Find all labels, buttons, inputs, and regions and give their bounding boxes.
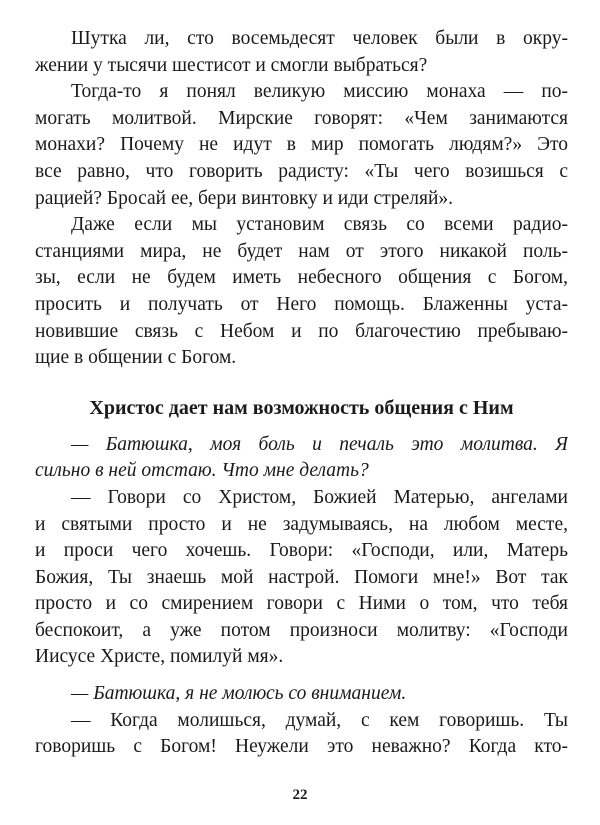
text-line: могать молитвой. Мирские говорят: «Чем занимаются xyxy=(35,107,568,129)
page-body xyxy=(35,26,568,761)
section-heading: Христос дает нам возможность общения с Ним xyxy=(89,396,514,419)
text-line: монахи? Почему не идут в мир помогать людям?» Это xyxy=(35,134,568,156)
text-line: — Батюшка, я не молюсь со вниманием. xyxy=(71,683,407,705)
text-line: беспокоит, а уже потом произноси молитву: «Господи xyxy=(35,619,568,641)
text-line: Божия, Ты знаешь мой настрой. Помоги мне!» Вот так xyxy=(35,566,568,588)
text-line: — Говори со Христом, Божией Матерью, ангелами xyxy=(71,486,568,508)
dialogue-question xyxy=(35,432,568,485)
text-line: просить и получать от Него помощь. Блаженны уста- xyxy=(35,293,568,315)
dialogue-question xyxy=(35,681,568,708)
text-line: и проси чего хочешь. Говори: «Господи, или, Матерь xyxy=(35,540,568,562)
paragraph xyxy=(35,26,568,79)
paragraph xyxy=(35,212,568,372)
text-line: Шутка ли, сто восемьдесят человек были в окру- xyxy=(71,28,568,49)
dialogue-answer xyxy=(35,708,568,761)
text-line: зы, если не будем иметь небесного общения с Богом, xyxy=(35,267,568,289)
text-line: и святыми просто и не задумываясь, на любом месте, xyxy=(35,513,568,535)
text-line: все равно, что говорить радисту: «Ты чего возишься с xyxy=(35,160,568,182)
text-line: просто и со смирением говори с Ними о том, что тебя xyxy=(35,593,568,615)
dialogue-answer xyxy=(35,485,568,671)
text-line: щие в общении с Богом. xyxy=(35,347,237,369)
text-line: сильно в ней отстаю. Что мне делать? xyxy=(35,460,369,482)
text-line: рацией? Бросай ее, бери винтовку и иди стреляй». xyxy=(35,187,454,209)
text-line: жении у тысячи шестисот и смогли выбраться? xyxy=(35,54,428,76)
text-line: Тогда-то я понял великую миссию монаха — по- xyxy=(71,81,568,103)
page-number: 22 xyxy=(292,787,308,803)
text-line: — Когда молишься, думай, с кем говоришь. Ты xyxy=(71,709,568,731)
text-line: — Батюшка, моя боль и печаль это молитва. Я xyxy=(71,433,568,455)
paragraph xyxy=(35,79,568,212)
text-line: новившие связь с Небом и по благочестию пребываю- xyxy=(35,320,568,342)
text-line: говоришь с Богом! Неужели это неважно? Когда кто- xyxy=(35,736,568,758)
text-line: Иисусе Христе, помилуй мя». xyxy=(35,646,284,668)
text-line: станциями мира, не будет нам от этого никакой поль- xyxy=(35,240,568,262)
text-line: Даже если мы установим связь со всеми радио- xyxy=(71,214,568,236)
